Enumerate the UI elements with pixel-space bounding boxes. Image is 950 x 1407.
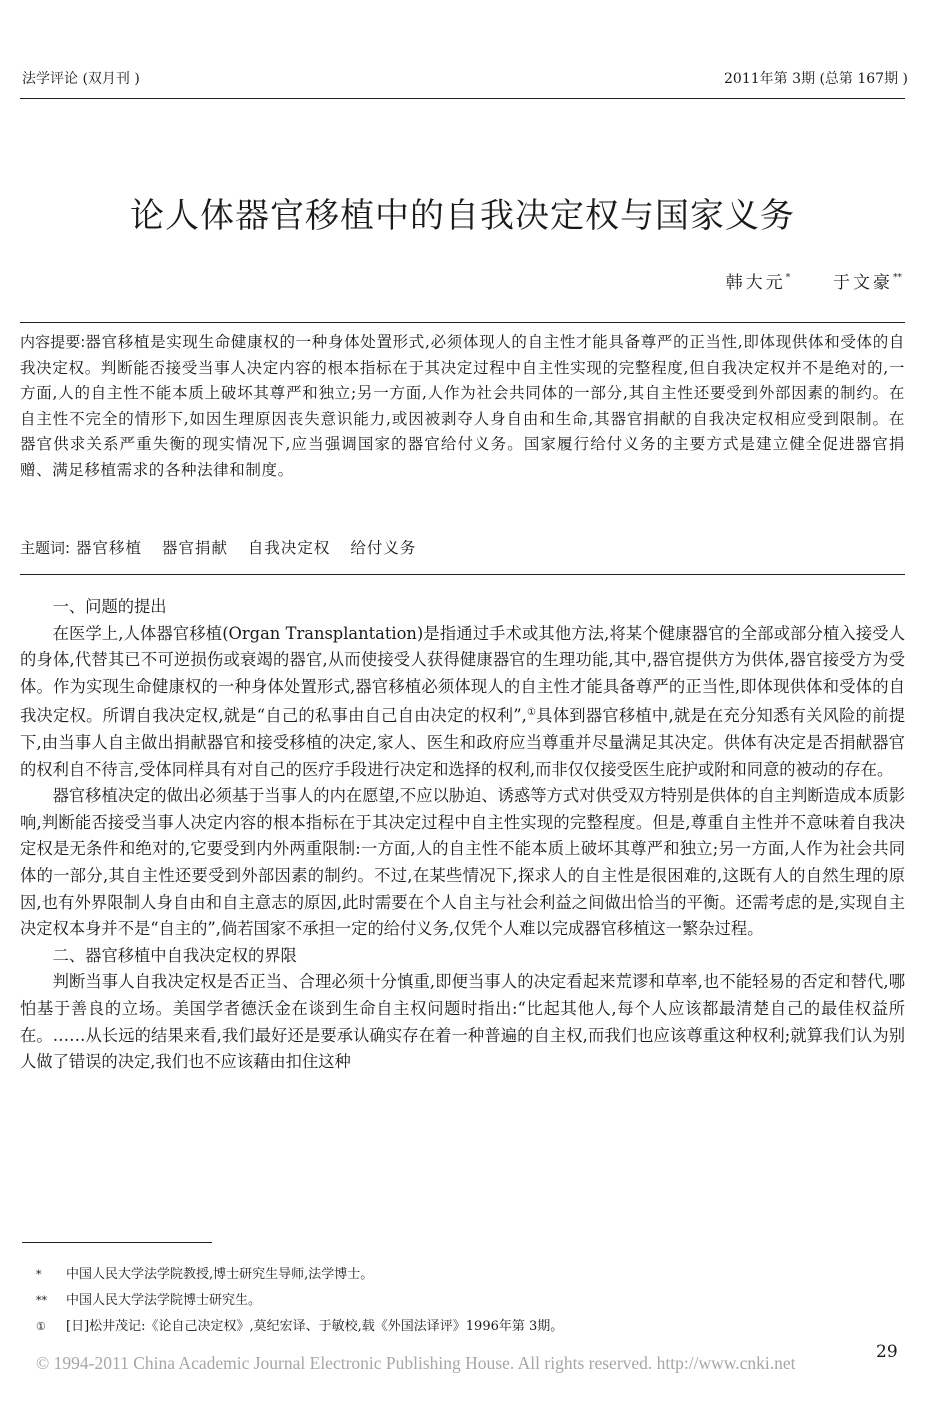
- author-name: 韩大元: [725, 273, 786, 293]
- page-number: 29: [876, 1342, 898, 1362]
- author-mark: *: [785, 273, 791, 283]
- footnote-rule: [22, 1242, 212, 1243]
- paragraph: 器官移植决定的做出必须基于当事人的内在愿望,不应以胁迫、诱惑等方式对供受双方特别是供体的自主判断造成本质影响,判断能否接受当事人决定内容的根本指标在于其决定过程中自主性实现的完整程度。但是,尊重自主性并不意味着自我决定权是无条件和绝对的,它要受到内外两重限制:一方面,人的自主性不能本质上破坏其尊严和独立;另一方面,人作为社会共同体的一部分,其自主性还要受到外部因素的制约。不过,在某些情况下,探求人的自主性是很困难的,这既有人的自然生理的原因,也有外界限制人身自由和自主意志的原因,此时需要在个人自主与社会利益之间做出恰当的平衡。还需考虑的是,实现自主决定权本身并不是“自主的”,倘若国家不承担一定的给付义务,仅凭个人难以完成器官移植这一繁杂过程。: [20, 786, 905, 939]
- header-rule: [20, 98, 905, 99]
- abstract-label: 内容提要:: [20, 333, 86, 351]
- abstract-text: 器官移植是实现生命健康权的一种身体处置形式,必须体现人的自主性才能具备尊严的正当性,即体现供体和受体的自我决定权。判断能否接受当事人决定内容的根本指标在于其决定过程中自主性实现的完整程度,但自我决定权并不是绝对的,一方面,人的自主性不能本质上破坏其尊严和独立;另一方面,人作为社会共同体的一部分,其自主性还要受到外部因素的制约。在自主性不完全的情形下,如因生理原因丧失意识能力,或因被剥夺人身自由和生命,其器官捐献的自我决定权相应受到限制。在器官供求关系严重失衡的现实情况下,应当强调国家的器官给付义务。国家履行给付义务的主要方式是建立健全促进器官捐赠、满足移植需求的各种法律和制度。: [20, 333, 905, 479]
- abstract-bottom-rule: [20, 574, 905, 575]
- running-head: [22, 68, 908, 92]
- footnote-ref: ①: [526, 707, 537, 719]
- keywords: [20, 536, 905, 558]
- section-heading: 二、器官移植中自我决定权的界限: [52, 945, 297, 965]
- issue-info: 2011年第 3期 (总第 167期 ): [724, 71, 908, 87]
- publisher-watermark: © 1994-2011 China Academic Journal Electronic Publishing House. All rights reserved. http://www.cnki.net: [36, 1353, 796, 1373]
- footnote: ** 中国人民大学法学院博士研究生。: [36, 1293, 262, 1308]
- article-body: [20, 594, 905, 1076]
- author-name: 于文豪: [833, 273, 893, 293]
- keywords-label: 主题词:: [20, 539, 71, 557]
- keyword: 器官移植: [76, 539, 143, 557]
- article-title: 论人体器官移植中的自我决定权与国家义务: [130, 196, 795, 236]
- abstract: [20, 330, 905, 483]
- paragraph: 判断当事人自我决定权是否正当、合理必须十分慎重,即便当事人的决定看起来荒谬和草率,也不能轻易的否定和替代,哪怕基于善良的立场。美国学者德沃金在谈到生命自主权问题时指出:“比起其他人,每个人应该都最清楚自己的最佳权益所在。……从长远的结果来看,我们最好还是要承认确实存在着一种普遍的自主权,而我们也应该尊重这种权利;就算我们认为别人做了错误的决定,我们也不应该藉由扣住这种: [20, 972, 905, 1072]
- footnote: * 中国人民大学法学院教授,博士研究生导师,法学博士。: [36, 1267, 374, 1282]
- keyword: 给付义务: [350, 539, 417, 557]
- author-line: [726, 268, 902, 293]
- paragraph: 在医学上,人体器官移植(Organ Transplantation)是指通过手术或其他方法,将某个健康器官的全部或部分植入接受人的身体,代替其已不可逆损伤或衰竭的器官,从而使接受人获得健康器官的生理功能,其中,器官提供方为供体,器官接受方为受体。作为实现生命健康权的一种身体处置形式,器官移植必须体现人的自主性才能具备尊严的正当性,即体现供体和受体的自我决定权。所谓自我决定权,就是“自己的私事由自己自由决定的权利”,①具体到器官移植中,就是在充分知悉有关风险的前提下,由当事人自主做出捐献器官和接受移植的决定,家人、医生和政府应当尊重并尽量满足其决定。供体有决定是否捐献器官的权利自不待言,受体同样具有对自己的医疗手段进行决定和选择的权利,而非仅仅接受医生庇护或附和同意的被动的存在。: [20, 623, 905, 779]
- keyword: 自我决定权: [247, 539, 331, 557]
- keyword: 器官捐献: [161, 539, 228, 557]
- author-mark: **: [893, 273, 902, 283]
- journal-name: 法学评论 (双月刊 ): [22, 71, 140, 87]
- footnotes: [36, 1262, 896, 1340]
- abstract-top-rule: [20, 322, 905, 323]
- footnote: ① [日]松井茂记:《论自己决定权》,莫纪宏译、于敏校,载《外国法译评》1996年第 3期。: [36, 1319, 564, 1334]
- section-heading: 一、问题的提出: [52, 597, 167, 616]
